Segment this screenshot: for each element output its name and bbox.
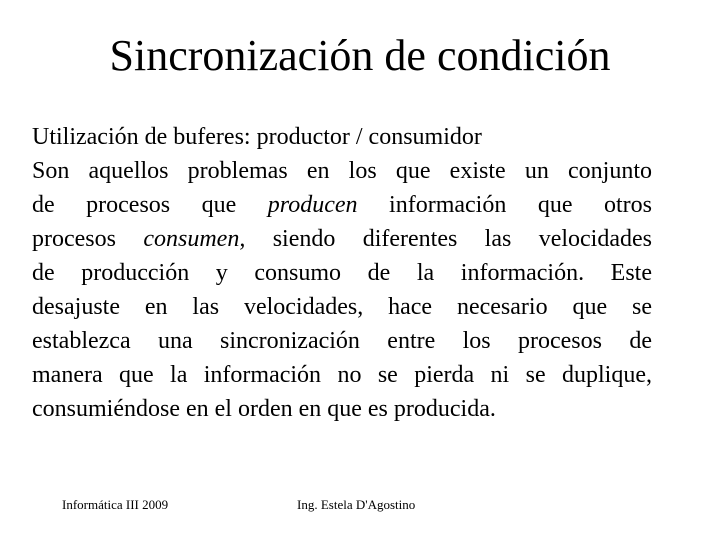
paragraph-line-2: [32, 188, 652, 222]
paragraph-line-1: Son aquellos problemas en los que existe un conjunto: [32, 158, 652, 184]
paragraph-line-5: desajuste en las velocidades, hace necesario que se: [32, 294, 652, 320]
paragraph-line-8: consumiéndose en el orden en que es producida.: [32, 396, 496, 422]
emphasis-consumen: consumen,: [143, 226, 246, 252]
slide-title: Sincronización de condición: [109, 31, 611, 80]
paragraph-line-7: manera que la información no se pierda ni se duplique,: [32, 362, 652, 388]
paragraph-text: siendo diferentes las velocidades: [245, 226, 652, 252]
footer-author: Ing. Estela D'Agostino: [297, 497, 416, 512]
footer-course: Informática III 2009: [62, 497, 169, 512]
paragraph-line-3: [32, 222, 652, 256]
body-paragraph: [32, 154, 652, 426]
paragraph-text: de procesos que: [32, 192, 268, 218]
emphasis-producen: producen: [267, 192, 358, 218]
paragraph-line-4: de producción y consumo de la información. Este: [32, 260, 652, 286]
slide-content: [32, 120, 652, 426]
paragraph-text: procesos: [32, 226, 144, 252]
paragraph-text: información que otros: [357, 192, 652, 218]
paragraph-line-6: establezca una sincronización entre los procesos de: [32, 328, 652, 354]
subtitle: Utilización de buferes: productor / consumidor: [32, 124, 482, 150]
